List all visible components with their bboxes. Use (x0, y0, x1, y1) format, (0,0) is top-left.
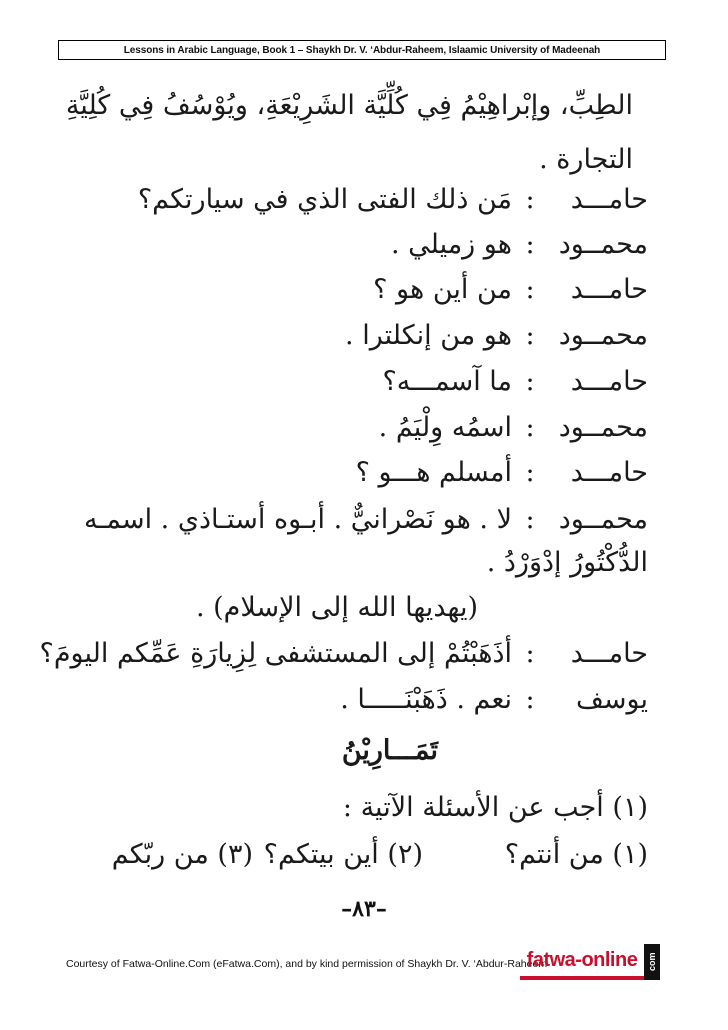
dialogue-line (356, 455, 648, 491)
dialogue-line (138, 182, 648, 218)
dialogue-line (373, 272, 648, 308)
speaker-name: حامـــد (570, 638, 648, 669)
speaker-name: حامـــد (570, 457, 648, 488)
dialogue-text: من أين هو ؟ (373, 274, 512, 305)
speaker-name: حامـــد (570, 366, 648, 397)
dialogue-line (340, 682, 648, 718)
colon: : (525, 366, 535, 397)
dialogue-line (391, 227, 648, 263)
dialogue-text: اسمُه وِلْيَمُ . (378, 412, 512, 443)
dialogue-text: هو من إنكلترا . (345, 320, 512, 351)
dialogue-line (345, 318, 648, 354)
dialogue-line (382, 364, 648, 400)
dialogue-line (39, 636, 648, 672)
prayer-line: (يهديها الله إلى الإسلام) . (195, 592, 478, 623)
speaker-name: محمــود (558, 412, 648, 443)
page-number: –٨٣– (341, 896, 387, 922)
intro-line-1: الطِبِّ، وإبْراهِيْمُ فِي كُلِّيَّة الشَرِيْعَةِ، ويُوْسُفُ فِي كُلِيَّةِ (65, 90, 633, 121)
dialogue-text: ما آسمـــه؟ (382, 366, 512, 397)
dialogue-line (84, 502, 648, 538)
header-title: Lessons in Arabic Language, Book 1 – Shaykh Dr. V. ‘Abdur-Raheem, Islaamic University of Madeenah (123, 44, 601, 56)
fatwa-online-logo (520, 944, 660, 980)
speaker-name: محمــود (558, 229, 648, 260)
dialogue-text: نعم . ذَهَبْنَـــــا . (340, 684, 512, 715)
speaker-name: محمــود (558, 504, 648, 535)
dialogue-text: لا . هو نَصْرانيٌّ . أبـوه أستـاذي . اسمـه (83, 504, 512, 535)
colon: : (525, 457, 535, 488)
colon: : (525, 274, 535, 305)
colon: : (525, 684, 535, 715)
colon: : (525, 320, 535, 351)
speaker-name: حامـــد (570, 274, 648, 305)
logo-text: fatwa-online (520, 944, 644, 980)
colon: : (525, 229, 535, 260)
colon: : (525, 504, 535, 535)
logo-side-text: com (644, 944, 660, 980)
dialogue-line (379, 410, 648, 446)
dialogue-continuation: الدُّكْتُورُ إدْوَرْدُ . (486, 547, 648, 578)
exercise-item: (٢) أين بيتكم؟ (263, 839, 423, 870)
exercise-item: (٣) من ربّكم (111, 839, 253, 870)
speaker-name: محمــود (558, 320, 648, 351)
speaker-name: حامـــد (570, 184, 648, 215)
exercise-item: (١) من أنتم؟ (504, 839, 648, 870)
exercises-title: تَمَـــارِيْنُ (341, 735, 438, 766)
dialogue-text: هو زميلي . (390, 229, 512, 260)
colon: : (525, 412, 535, 443)
speaker-name: يوسف (575, 684, 648, 715)
colon: : (525, 638, 535, 669)
colon: : (525, 184, 535, 215)
dialogue-text: أمسلم هـــو ؟ (355, 457, 512, 488)
intro-line-2: التجارة . (539, 144, 633, 175)
exercise-question: (١) أجب عن الأسئلة الآتية : (342, 792, 648, 823)
footer-credit: Courtesy of Fatwa-Online.Com (eFatwa.Com), and by kind permission of Shaykh Dr. V. ‘Abdur-Raheem (66, 958, 548, 970)
dialogue-text: مَن ذلك الفتى الذي في سيارتكم؟ (137, 184, 512, 215)
dialogue-text: أذَهَبْتُمْ إلى المستشفى لِزِيارَةِ عَمِّكم اليومَ؟ (39, 638, 512, 669)
